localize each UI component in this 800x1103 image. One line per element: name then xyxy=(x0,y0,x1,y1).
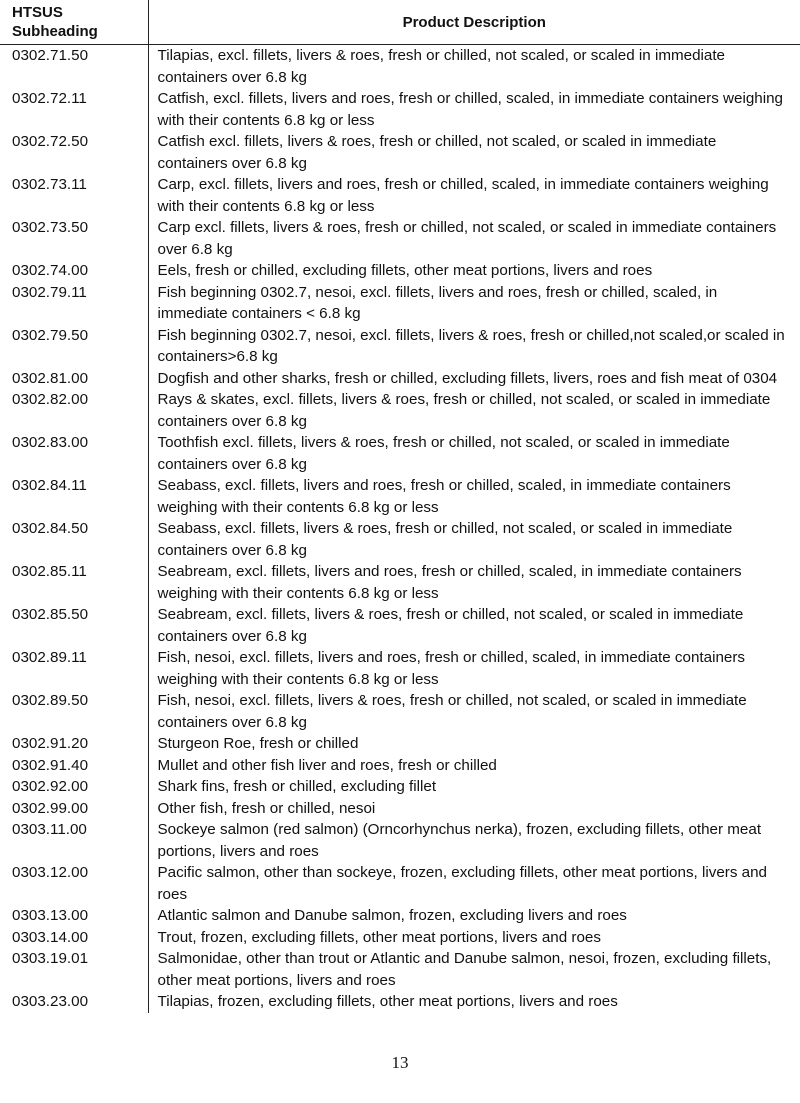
subheading-code: 0303.19.01 xyxy=(0,948,148,991)
table-row xyxy=(0,368,800,390)
table-row xyxy=(0,690,800,733)
table-row xyxy=(0,325,800,368)
product-description: Shark fins, fresh or chilled, excluding fillet xyxy=(157,778,437,795)
product-description: Fish, nesoi, excl. fillets, livers and roes, fresh or chilled, scaled, in immediate containers weighing with their contents 6.8 kg or less xyxy=(157,649,745,688)
table-row xyxy=(0,755,800,777)
product-description: Rays & skates, excl. fillets, livers & roes, fresh or chilled, not scaled, or scaled in immediate containers over 6.8 kg xyxy=(157,391,771,430)
table-row xyxy=(0,518,800,561)
table-row xyxy=(0,45,800,89)
subheading-code: 0302.71.50 xyxy=(0,45,148,89)
product-description: Carp, excl. fillets, livers and roes, fresh or chilled, scaled, in immediate containers weighing with their contents 6.8 kg or less xyxy=(157,176,769,215)
subheading-code: 0302.79.50 xyxy=(0,325,148,368)
table-row xyxy=(0,389,800,432)
subheading-code: 0302.91.40 xyxy=(0,755,148,777)
product-description: Dogfish and other sharks, fresh or chilled, excluding fillets, livers, roes and fish meat of 0304 xyxy=(157,369,778,387)
table-row xyxy=(0,819,800,862)
table-row xyxy=(0,88,800,131)
subheading-code: 0302.89.50 xyxy=(0,690,148,733)
product-description: Toothfish excl. fillets, livers & roes, fresh or chilled, not scaled, or scaled in immediate containers over 6.8 kg xyxy=(157,434,730,473)
product-description: Carp excl. fillets, livers & roes, fresh or chilled, not scaled, or scaled in immediate containers over 6.8 kg xyxy=(157,219,777,258)
subheading-code: 0302.85.11 xyxy=(0,561,148,604)
product-description: Mullet and other fish liver and roes, fresh or chilled xyxy=(157,756,497,774)
product-description: Catfish, excl. fillets, livers and roes, fresh or chilled, scaled, in immediate containers weighing with their contents 6.8 kg or less xyxy=(157,90,783,129)
subheading-code: 0302.73.11 xyxy=(0,174,148,217)
product-description: Seabream, excl. fillets, livers & roes, fresh or chilled, not scaled, or scaled in immediate containers over 6.8 kg xyxy=(157,606,744,645)
table-row xyxy=(0,475,800,518)
subheading-code: 0302.83.00 xyxy=(0,432,148,475)
product-description: Tilapias, excl. fillets, livers & roes, fresh or chilled, not scaled, or scaled in immediate containers over 6.8 kg xyxy=(157,47,726,86)
product-description: Tilapias, frozen, excluding fillets, other meat portions, livers and roes xyxy=(157,993,618,1010)
table-row xyxy=(0,862,800,905)
page-number: 13 xyxy=(391,1053,409,1072)
table-row xyxy=(0,948,800,991)
product-description: Sturgeon Roe, fresh or chilled xyxy=(157,735,359,752)
table-row xyxy=(0,432,800,475)
subheading-code: 0303.13.00 xyxy=(0,905,148,927)
subheading-code: 0302.73.50 xyxy=(0,217,148,260)
subheading-code: 0302.79.11 xyxy=(0,282,148,325)
product-description: Atlantic salmon and Danube salmon, frozen, excluding livers and roes xyxy=(157,907,627,924)
subheading-code: 0303.23.00 xyxy=(0,991,148,1013)
subheading-code: 0303.14.00 xyxy=(0,927,148,949)
product-description: Pacific salmon, other than sockeye, frozen, excluding fillets, other meat portions, livers and roes xyxy=(157,864,767,903)
subheading-code: 0302.81.00 xyxy=(0,368,148,390)
product-description: Other fish, fresh or chilled, nesoi xyxy=(157,799,376,817)
product-description: Seabass, excl. fillets, livers and roes, fresh or chilled, scaled, in immediate containers weighing with their contents 6.8 kg or less xyxy=(157,477,731,516)
subheading-code: 0302.84.50 xyxy=(0,518,148,561)
table-row xyxy=(0,733,800,755)
subheading-code: 0302.84.11 xyxy=(0,475,148,518)
table-header-row xyxy=(0,0,800,45)
subheading-code: 0302.85.50 xyxy=(0,604,148,647)
table-row xyxy=(0,776,800,798)
subheading-code: 0302.82.00 xyxy=(0,389,148,432)
table-row xyxy=(0,927,800,949)
subheading-code: 0302.89.11 xyxy=(0,647,148,690)
table-row xyxy=(0,174,800,217)
subheading-code: 0303.12.00 xyxy=(0,862,148,905)
subheading-code: 0302.99.00 xyxy=(0,798,148,820)
header-product-description: Product Description xyxy=(148,0,800,45)
header-htsus-subheading: HTSUS Subheading xyxy=(0,0,148,45)
subheading-code: 0302.74.00 xyxy=(0,260,148,282)
table-row xyxy=(0,991,800,1013)
table-row xyxy=(0,798,800,820)
table-row xyxy=(0,604,800,647)
table-row xyxy=(0,647,800,690)
subheading-code: 0302.72.11 xyxy=(0,88,148,131)
table-row xyxy=(0,282,800,325)
product-description: Fish beginning 0302.7, nesoi, excl. fillets, livers & roes, fresh or chilled,not scaled,or scaled in containers>6.8 kg xyxy=(157,326,785,365)
product-description: Catfish excl. fillets, livers & roes, fresh or chilled, not scaled, or scaled in immediate containers over 6.8 kg xyxy=(157,133,717,172)
product-description: Eels, fresh or chilled, excluding fillets, other meat portions, livers and roes xyxy=(157,262,653,279)
product-description: Seabass, excl. fillets, livers & roes, fresh or chilled, not scaled, or scaled in immediate containers over 6.8 kg xyxy=(157,520,733,559)
table-row xyxy=(0,561,800,604)
product-description: Trout, frozen, excluding fillets, other meat portions, livers and roes xyxy=(157,928,601,946)
subheading-code: 0302.72.50 xyxy=(0,131,148,174)
product-description: Seabream, excl. fillets, livers and roes, fresh or chilled, scaled, in immediate containers weighing with their contents 6.8 kg or less xyxy=(157,563,742,602)
subheading-code: 0303.11.00 xyxy=(0,819,148,862)
table-row xyxy=(0,905,800,927)
table-body xyxy=(0,45,800,1013)
subheading-code: 0302.91.20 xyxy=(0,733,148,755)
product-description: Fish beginning 0302.7, nesoi, excl. fillets, livers and roes, fresh or chilled, scaled, in immediate containers < 6.8 kg xyxy=(157,283,718,322)
product-description: Sockeye salmon (red salmon) (Orncorhynchus nerka), frozen, excluding fillets, other meat portions, livers and roes xyxy=(157,821,762,860)
table-row xyxy=(0,131,800,174)
table-row xyxy=(0,217,800,260)
product-description: Fish, nesoi, excl. fillets, livers & roes, fresh or chilled, not scaled, or scaled in immediate containers over 6.8 kg xyxy=(157,692,747,731)
table-row xyxy=(0,260,800,282)
product-description: Salmonidae, other than trout or Atlantic and Danube salmon, nesoi, frozen, excluding fillets, other meat portions, livers and roes xyxy=(157,950,772,989)
subheading-code: 0302.92.00 xyxy=(0,776,148,798)
